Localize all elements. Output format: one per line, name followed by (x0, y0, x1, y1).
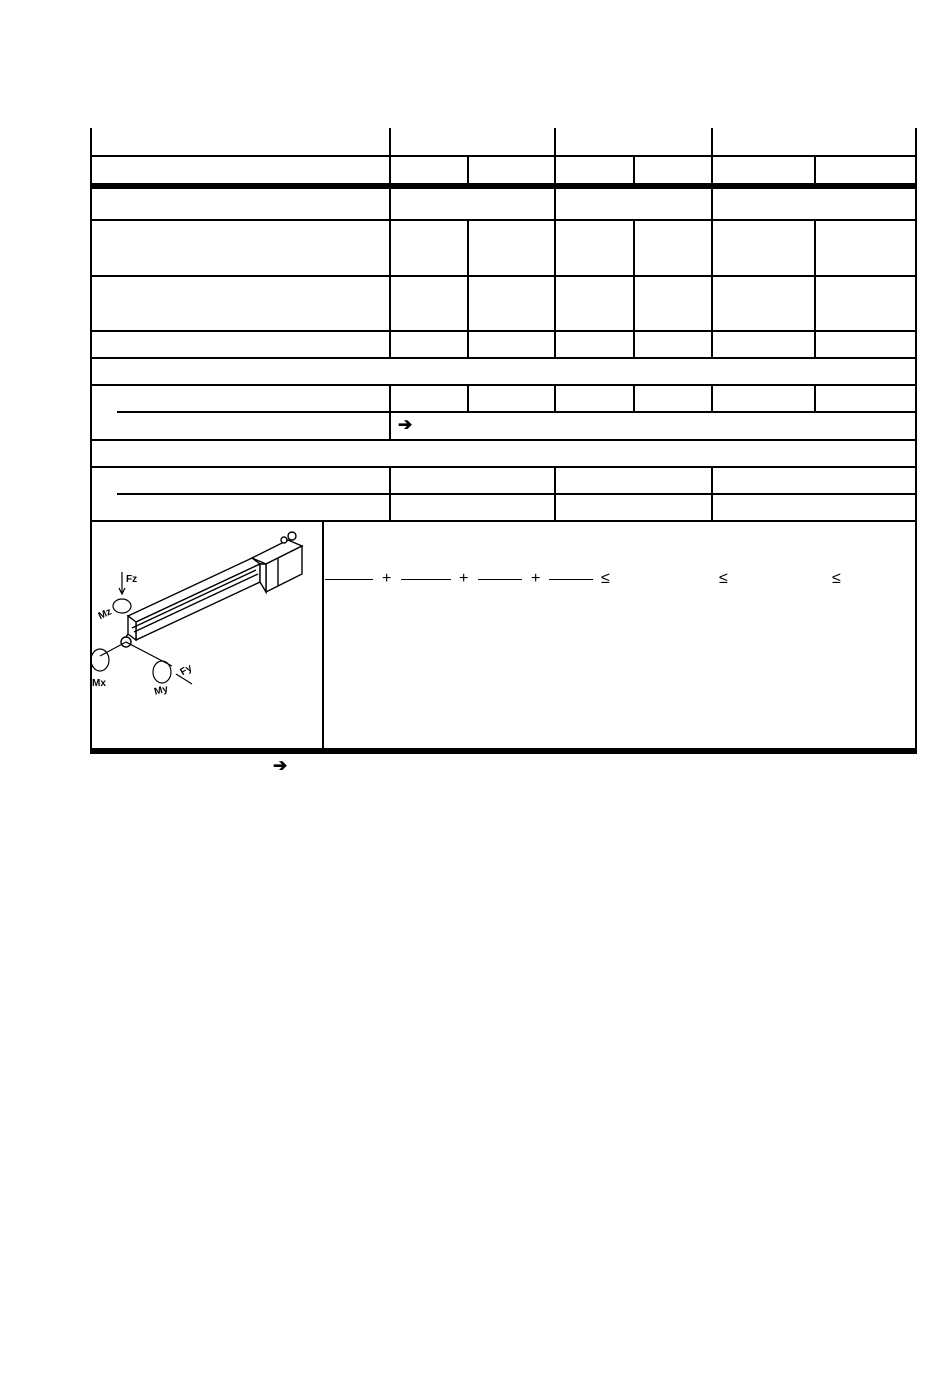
plus-sign: + (531, 570, 541, 587)
row-line (90, 155, 917, 157)
force-label: Fz (126, 574, 138, 585)
leq-sign: ≤ (601, 570, 610, 587)
actuator-load-diagram (92, 524, 320, 746)
column-divider (467, 220, 469, 358)
column-divider (814, 156, 816, 184)
column-divider (467, 385, 469, 413)
leq-sign: ≤ (719, 570, 728, 587)
plus-sign: + (459, 570, 469, 587)
figure-divider (322, 522, 324, 750)
force-label: Fy (178, 662, 195, 679)
plus-sign: + (382, 570, 392, 587)
leq-sign: ≤ (832, 570, 841, 587)
header-rule (90, 183, 917, 189)
row-line (90, 384, 917, 386)
column-divider (814, 385, 816, 413)
row-line (90, 357, 917, 359)
row-line (90, 466, 917, 468)
column-divider (554, 128, 556, 358)
column-divider (711, 128, 713, 358)
column-divider (633, 385, 635, 413)
row-line (90, 330, 917, 332)
force-label: Mx (92, 678, 106, 689)
row-line (90, 219, 917, 221)
row-line (90, 520, 917, 522)
fraction-bar (549, 579, 593, 580)
column-divider (633, 220, 635, 358)
column-divider (389, 128, 391, 358)
row-line (90, 439, 917, 441)
fraction-bar (401, 579, 451, 580)
table-right-border (915, 128, 917, 754)
reference-arrow-icon: ➔ (398, 415, 413, 434)
column-divider (467, 156, 469, 184)
table-bottom-rule (90, 748, 917, 754)
column-divider (633, 156, 635, 184)
force-label: My (153, 683, 170, 698)
row-line (117, 411, 917, 413)
fraction-bar (325, 579, 373, 580)
column-divider (711, 385, 713, 413)
force-label: Mz (96, 606, 114, 623)
row-line (117, 493, 917, 495)
fraction-bar (478, 579, 522, 580)
column-divider (554, 385, 556, 413)
column-divider (814, 220, 816, 358)
footnote-arrow-icon: ➔ (273, 756, 288, 775)
row-line (90, 275, 917, 277)
